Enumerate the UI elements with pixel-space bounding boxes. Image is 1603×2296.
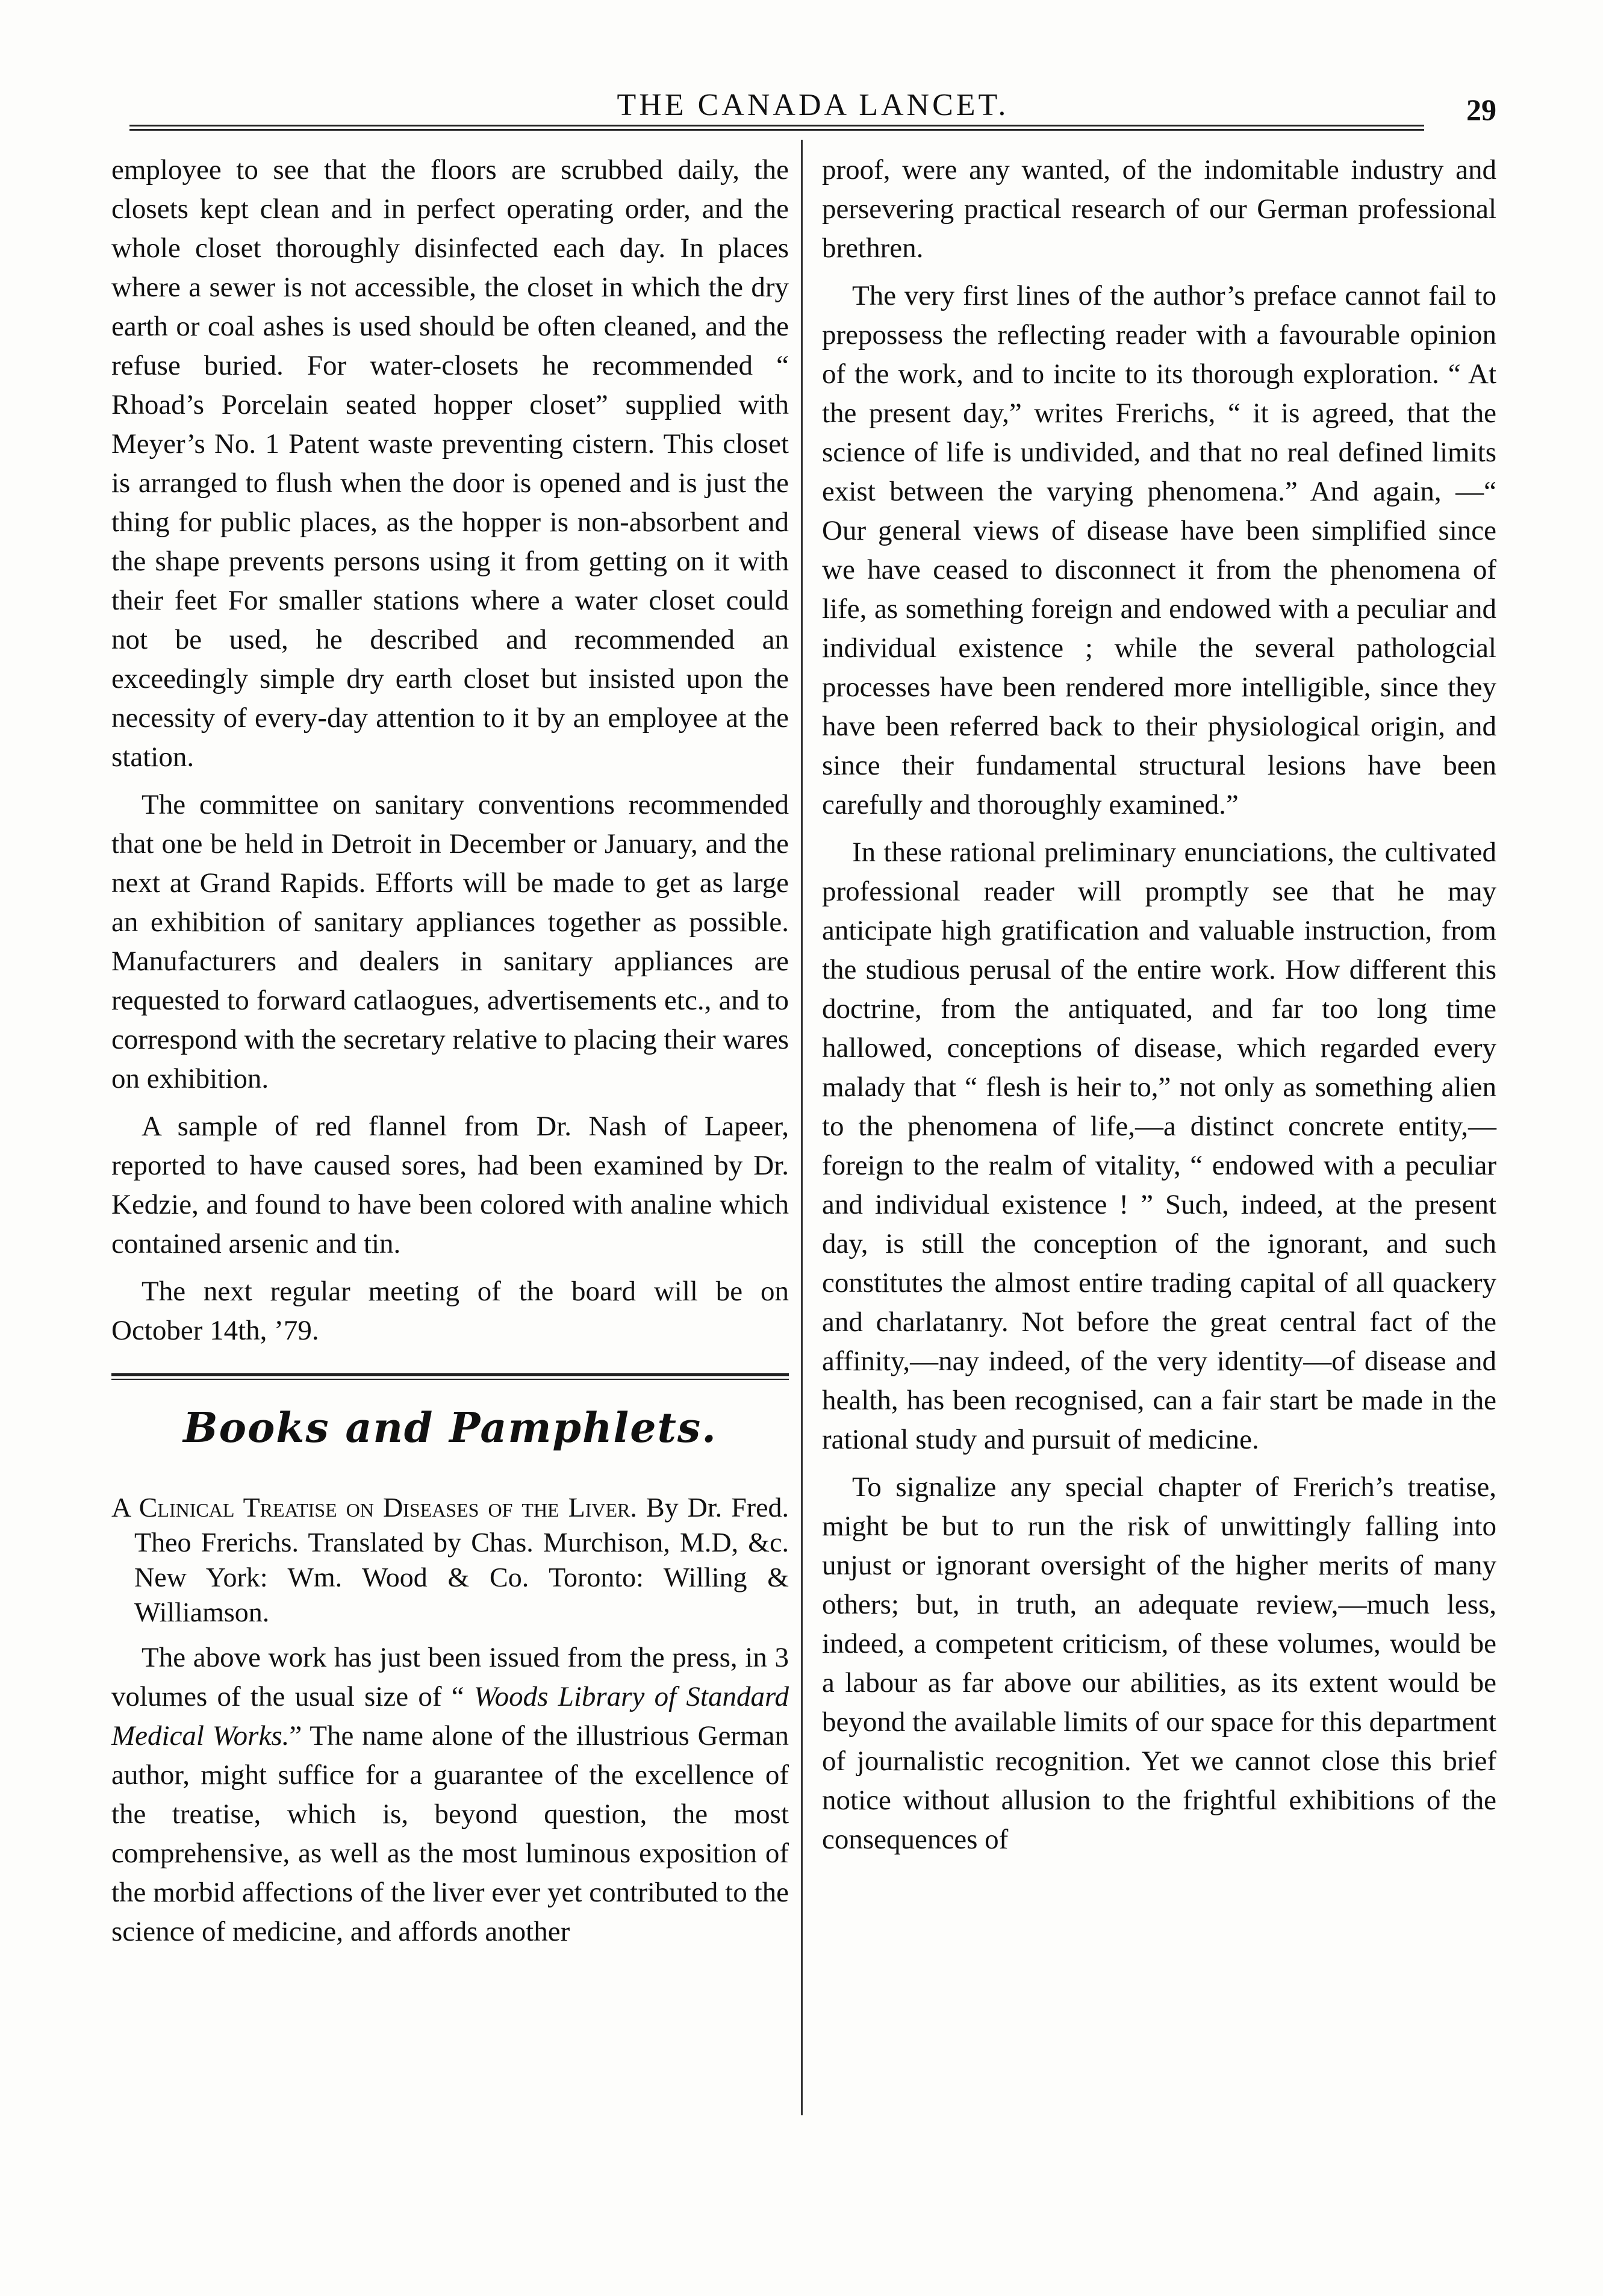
book-entry bbox=[111, 1490, 789, 1630]
book-details: By Dr. Fred. Theo Frerichs. Translated by Chas. Murchison, M.D, &c. New York: Wm. Wood & Co. Toronto: Willing & Williamson. bbox=[134, 1492, 789, 1627]
column-divider bbox=[801, 140, 803, 2115]
left-paragraph-2: The committee on sanitary conventions recommended that one be held in Detroit in December or January, and the next at Grand Rapids. Efforts will be made to get as large an exhibition of sanitary appliances together as possible. Manufacturers and dealers in sanitary appliances are requested to forward catlaogues, advertisements etc., and to correspond with the secretary relative to placing their wares on exhibition. bbox=[111, 789, 789, 1094]
left-paragraph-1: employee to see that the floors are scrubbed daily, the closets kept clean and in perfect operating order, and the whole closet thoroughly disinfected each day. In places where a sewer is not accessible, the closet in which the dry earth or coal ashes is used should be often cleaned, and the refuse buried. For water-closets he recommended “ Rhoad’s Porcelain seated hopper closet” supplied with Meyer’s No. 1 Patent waste preventing cistern. This closet is arranged to flush when the door is opened and is just the thing for public places, as the hopper is non-absorbent and the shape prevents persons using it from getting on it with their feet For smaller stations where a water closet could not be used, he described and recommended an exceedingly simple dry earth closet but insisted upon the necessity of every-day attention to it by an employee at the station. bbox=[111, 154, 789, 773]
left-paragraph-3: A sample of red flannel from Dr. Nash of Lapeer, reported to have caused sores, had been examined by Dr. Kedzie, and found to have been colored with analine which contained arsenic and tin. bbox=[111, 1111, 789, 1259]
series-title: Woods Library of Standard Medical Works. bbox=[111, 1681, 789, 1752]
page-header bbox=[129, 87, 1496, 129]
section-rule bbox=[111, 1373, 789, 1380]
right-paragraph-3: In these rational preliminary enunciations, the cultivated professional reader will promptly see that he may anticipate high gratification and valuable instruction, from the studious perusal of the entire work. How different this doctrine, from the antiquated, and far too long time hallowed, conceptions of disease, which regarded every malady that “ flesh is heir to,” not only as something alien to the phenomena of life,—a distinct concrete entity,—foreign to the realm of vitality, “ endowed with a peculiar and individual existence ! ” Such, indeed, at the present day, is still the conception of the ignorant, and such constitutes the almost entire trading capital of all quackery and charlatanry. Not before the great central fact of the affinity,—nay indeed, of the very identity—of disease and health, has been recognised, can a fair start be made in the rational study and pursuit of medicine. bbox=[822, 837, 1496, 1455]
left-column bbox=[111, 151, 789, 1960]
right-paragraph-2: The very first lines of the author’s preface cannot fail to prepossess the reflecting reader with a favourable opinion of the work, and to incite to its thorough exploration. “ At the present day,” writes Frerichs, “ it is agreed, that the science of life is undivided, and that no real defined limits exist between the varying phenomena.” And again, —“ Our general views of disease have been simplified since we have ceased to disconnect it from the phenomena of life, as something foreign and endowed with a peculiar and individual existence ; while the several pathologcial processes have been rendered more intelligible, since they have been referred back to their physiological origin, and since their fundamental structural lesions have been carefully and thoroughly examined.” bbox=[822, 280, 1496, 820]
review-text-end: ” The name alone of the illustrious German author, might suffice for a guarantee of the excellence of the treatise, which is, beyond question, the most comprehensive, as well as the most luminous exposition of the morbid affections of the liver ever yet contributed to the science of medicine, and affords another bbox=[111, 1720, 789, 1947]
right-paragraph-1: proof, were any wanted, of the indomitable industry and persevering practical research of our German professional brethren. bbox=[822, 154, 1496, 264]
header-rule bbox=[129, 125, 1424, 131]
right-column bbox=[822, 151, 1496, 1868]
page-number: 29 bbox=[1466, 93, 1496, 126]
running-title: THE CANADA LANCET. bbox=[617, 88, 1009, 122]
section-heading: Books and Pamphlets. bbox=[183, 1404, 717, 1452]
book-title: A Clinical Treatise on Diseases of the Liver. bbox=[111, 1492, 637, 1523]
left-paragraph-4: The next regular meeting of the board will be on October 14th, ’79. bbox=[111, 1276, 789, 1346]
review-text-start: The above work has just been issued from the press, in 3 volumes of the usual size of “ bbox=[111, 1642, 789, 1712]
left-paragraph-5 bbox=[111, 1638, 789, 1951]
right-paragraph-4: To signalize any special chapter of Frerich’s treatise, might be but to run the risk of unwittingly falling into unjust or ignorant oversight of the higher merits of many others; but, in truth, an adequate review,—much less, indeed, a competent criticism, of these volumes, would be a labour as far above our abilities, as its extent would be beyond the available limits of our space for this department of journalistic recognition. Yet we cannot close this brief notice without allusion to the frightful exhibitions of the consequences of bbox=[822, 1471, 1496, 1855]
